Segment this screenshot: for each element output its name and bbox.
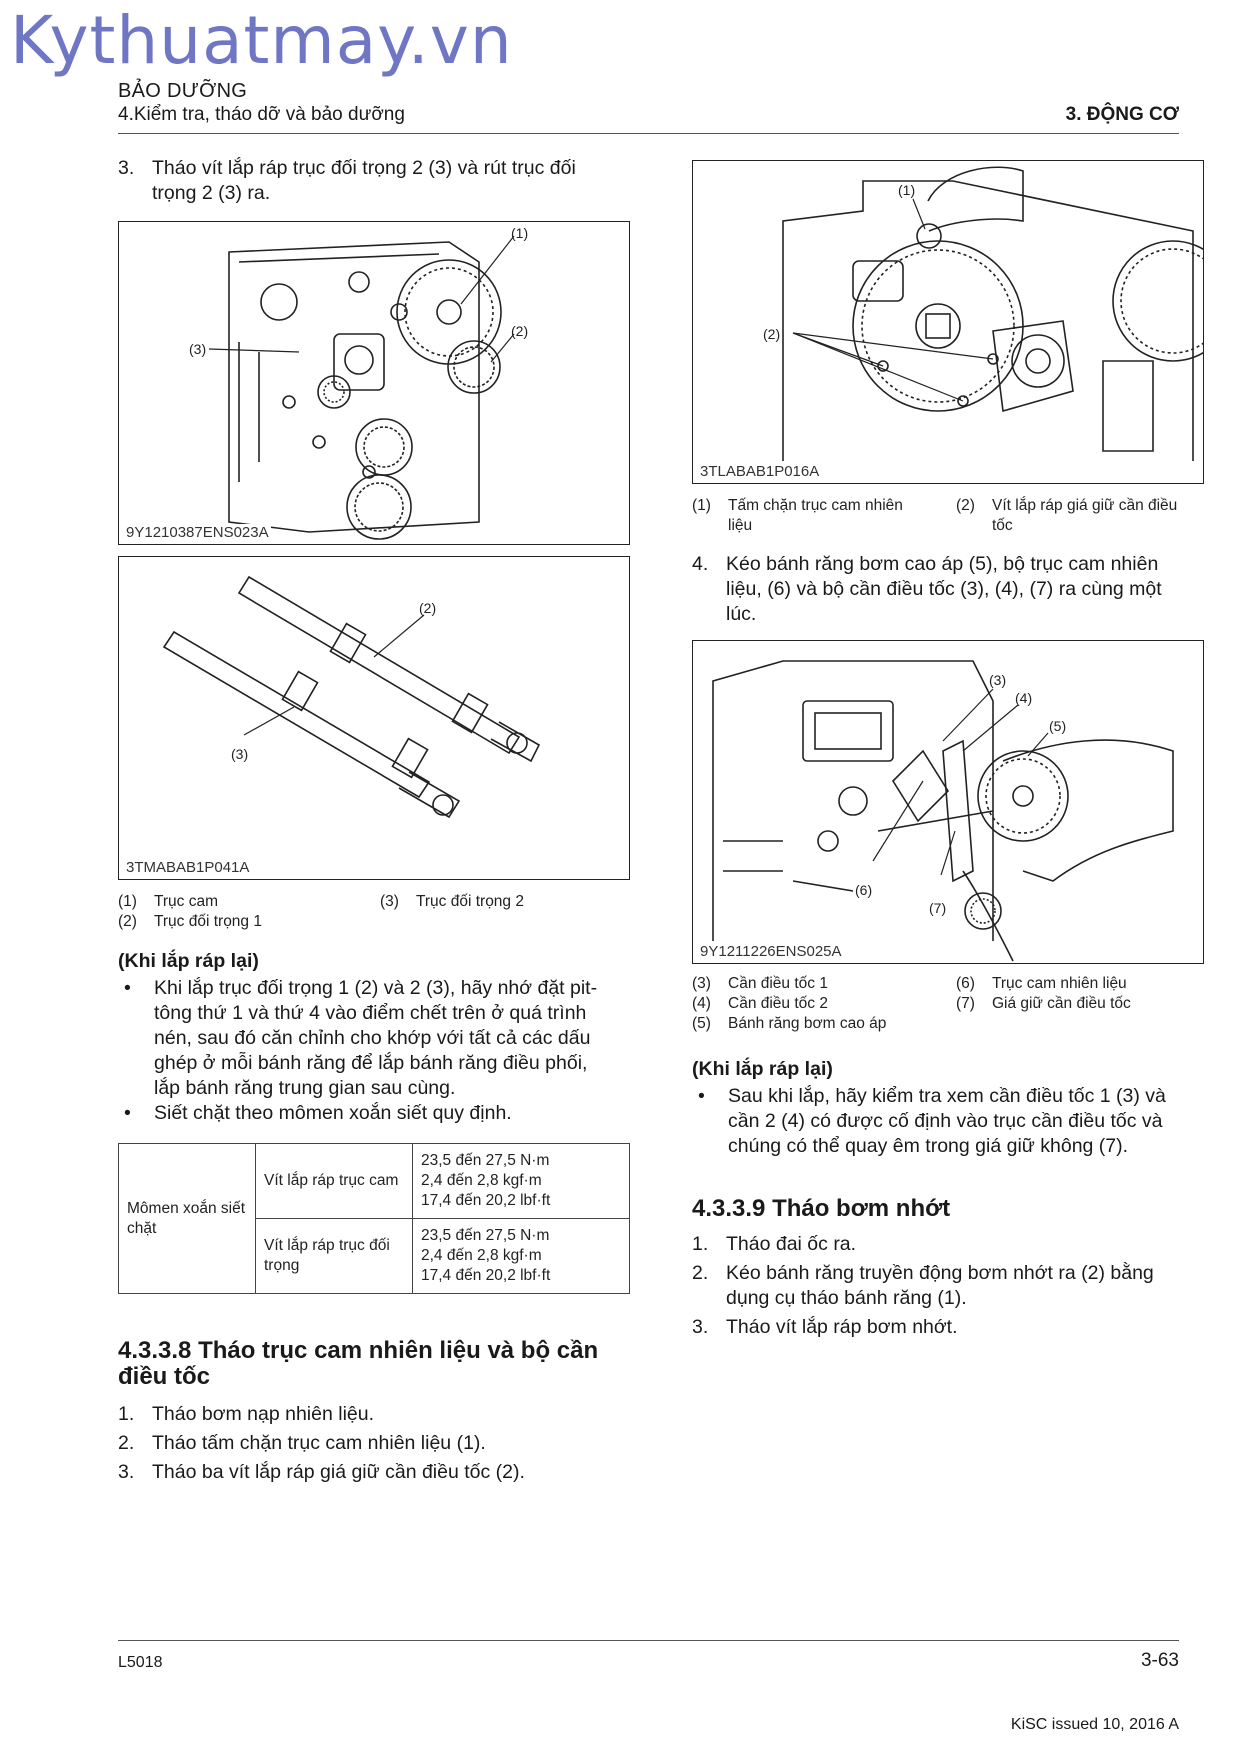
caption-number: (5): [692, 1015, 711, 1032]
step-text: Tháo tấm chặn trục cam nhiên liệu (1).: [152, 1432, 486, 1454]
caption-item: [692, 974, 828, 994]
step-text: Kéo bánh răng bơm cao áp (5), bộ trục cam nhiên: [726, 553, 1159, 575]
reassembly-bullets: [118, 976, 638, 1126]
footer-model: L5018: [118, 1654, 163, 1671]
caption-text: Trục đối trọng 1: [154, 913, 262, 930]
caption-text: Tấm chặn trục cam nhiên: [728, 497, 903, 514]
bullet-line: tông thứ 1 và thứ 4 vào điểm chết trên ở quá trình: [154, 1002, 587, 1024]
caption-text: Trục đối trọng 2: [416, 893, 524, 910]
step-number: 2.: [692, 1262, 709, 1284]
figure-balancer-shafts: [118, 556, 630, 880]
caption-number: (3): [380, 893, 399, 910]
caption-item: [956, 496, 1206, 536]
torque-table: [118, 1143, 630, 1294]
caption-item: [118, 892, 218, 912]
torque-item: Vít lắp ráp trục đối trọng: [256, 1219, 413, 1294]
step-number: 1.: [692, 1233, 709, 1255]
callout-1: (1): [511, 225, 529, 241]
bullet-line: Khi lắp trục đối trọng 1 (2) và 2 (3), hãy nhớ đặt pit-: [154, 977, 598, 999]
torque-value-nm: 23,5 đến 27,5 N·m: [421, 1227, 550, 1244]
bullet-line: Sau khi lắp, hãy kiểm tra xem cần điều tốc 1 (3) và: [728, 1085, 1166, 1107]
right-step-4: [692, 552, 1212, 627]
reassembly-title: (Khi lắp ráp lại): [692, 1058, 833, 1080]
step-item: [118, 1402, 638, 1427]
torque-values: [413, 1219, 630, 1294]
caption-number: (2): [118, 913, 137, 930]
caption-item: [380, 892, 524, 912]
caption-number: (7): [956, 995, 975, 1012]
caption-item: [692, 496, 932, 536]
section-heading-4339: 4.3.3.9 Tháo bơm nhớt: [692, 1195, 951, 1222]
caption-item: [956, 994, 1131, 1014]
bullet-line: cần 2 (4) có được cố định vào trục cần điều tốc và: [728, 1110, 1163, 1132]
figure-governor-removal: [692, 640, 1204, 964]
step-number: 3.: [118, 157, 135, 179]
callout-6: (6): [855, 882, 873, 898]
bullet-dot: •: [124, 1102, 131, 1124]
callout-2: (2): [511, 323, 529, 339]
figure-engine-gears: [118, 221, 630, 545]
callout-2: (2): [763, 326, 781, 342]
shafts-drawing: [119, 557, 629, 879]
caption-text: Trục cam nhiên liệu: [992, 975, 1127, 992]
caption-item: [956, 974, 1127, 994]
caption-number: (1): [118, 893, 137, 910]
caption-item: [692, 1014, 886, 1034]
heading-line: 4.3.3.8 Tháo trục cam nhiên liệu và bộ cần: [118, 1337, 599, 1364]
figure-code: 9Y1211226ENS025A: [700, 943, 842, 960]
torque-values: [413, 1144, 630, 1219]
bullet-item: [692, 1084, 1212, 1159]
torque-value-kgf: 2,4 đến 2,8 kgf·m: [421, 1247, 542, 1264]
caption-number: (6): [956, 975, 975, 992]
step-number: 3.: [118, 1461, 135, 1483]
step-text-cont: liệu, (6) và bộ cần điều tốc (3), (4), (7) ra cùng một: [726, 578, 1162, 600]
torque-item: Vít lắp ráp trục cam: [256, 1144, 413, 1219]
figure-code: 3TMABAB1P041A: [126, 859, 250, 876]
step-number: 1.: [118, 1403, 135, 1425]
step-text: Tháo ba vít lắp ráp giá giữ cần điều tốc (2).: [152, 1461, 525, 1483]
table-row: [119, 1144, 630, 1219]
step-item: [118, 1460, 638, 1485]
footer-rule: [118, 1640, 1179, 1641]
left-step-3: [118, 156, 638, 206]
section-4338-steps: [118, 1402, 638, 1485]
bullet-line: Siết chặt theo mômen xoắn siết quy định.: [154, 1102, 512, 1124]
caption-item: [692, 994, 828, 1014]
header-chapter: 3. ĐỘNG CƠ: [1065, 104, 1179, 125]
step-number: 2.: [118, 1432, 135, 1454]
step-item: [118, 1431, 638, 1456]
torque-value-kgf: 2,4 đến 2,8 kgf·m: [421, 1172, 542, 1189]
figure-governor-bracket: [692, 160, 1204, 484]
callout-7: (7): [929, 900, 947, 916]
step-text: Tháo bơm nạp nhiên liệu.: [152, 1403, 375, 1425]
caption-text: Giá giữ cần điều tốc: [992, 995, 1131, 1012]
bullet-item: [118, 976, 638, 1101]
caption-number: (4): [692, 995, 711, 1012]
caption-number: (3): [692, 975, 711, 992]
figure-code: 3TLABAB1P016A: [700, 463, 820, 480]
heading-line: điều tốc: [118, 1363, 211, 1390]
caption-text: Cần điều tốc 2: [728, 995, 828, 1012]
step-text: Tháo đai ốc ra.: [726, 1233, 857, 1255]
step-text-cont: trọng 2 (3) ra.: [152, 182, 271, 204]
caption-item: [118, 912, 262, 932]
callout-3: (3): [189, 341, 207, 357]
torque-value-lbf: 17,4 đến 20,2 lbf·ft: [421, 1192, 551, 1209]
bullet-line: ghép ở mỗi bánh răng để lắp bánh răng điều phối,: [154, 1052, 588, 1074]
caption-text: Bánh răng bơm cao áp: [728, 1015, 887, 1032]
section-4339-steps: [692, 1232, 1212, 1340]
caption-text: Trục cam: [154, 893, 219, 910]
caption-number: (2): [956, 497, 975, 514]
step-number: 3.: [692, 1316, 709, 1338]
torque-value-lbf: 17,4 đến 20,2 lbf·ft: [421, 1267, 551, 1284]
caption-text-cont: liệu: [728, 517, 753, 534]
step-item: [692, 1315, 1212, 1340]
caption-text-cont: tốc: [992, 517, 1013, 534]
header-rule: [118, 133, 1179, 134]
step-text-cont: lúc.: [726, 603, 757, 625]
torque-value-nm: 23,5 đến 27,5 N·m: [421, 1152, 550, 1169]
bullet-dot: •: [698, 1085, 705, 1107]
governor-removal-drawing: [693, 641, 1203, 963]
caption-number: (1): [692, 497, 711, 514]
step-text: Tháo vít lắp ráp bơm nhớt.: [726, 1316, 958, 1338]
bullet-line: lắp bánh răng trung gian sau cùng.: [154, 1077, 456, 1099]
header-subsection: 4.Kiểm tra, tháo dỡ và bảo dưỡng: [118, 104, 405, 125]
bullet-item: [118, 1101, 638, 1126]
callout-4: (4): [1015, 690, 1033, 706]
torque-label: Mômen xoắn siết chặt: [119, 1144, 256, 1294]
caption-text: Vít lắp ráp giá giữ cần điều: [992, 497, 1178, 514]
callout-2: (2): [419, 600, 437, 616]
step-text: Kéo bánh răng truyền động bơm nhớt ra (2) bằng: [726, 1262, 1154, 1284]
engine-gears-drawing: [119, 222, 629, 544]
callout-5: (5): [1049, 718, 1067, 734]
reassembly-bullets: [692, 1084, 1212, 1159]
governor-bracket-drawing: [693, 161, 1203, 483]
callout-3: (3): [231, 746, 249, 762]
callout-1: (1): [898, 182, 916, 198]
page-number: 3-63: [1140, 1650, 1179, 1671]
step-text: Tháo vít lắp ráp trục đối trọng 2 (3) và rút trục đối: [152, 157, 576, 179]
reassembly-title: (Khi lắp ráp lại): [118, 950, 259, 972]
figure-code: 9Y1210387ENS023A: [126, 524, 269, 541]
section-heading-4338: [118, 1338, 648, 1390]
step-number: 4.: [692, 553, 709, 575]
bullet-dot: •: [124, 977, 131, 999]
step-item: [692, 1232, 1212, 1257]
footer-issued: KiSC issued 10, 2016 A: [1010, 1716, 1179, 1733]
bullet-line: nén, sau đó căn chỉnh cho khớp với tất cả các dấu: [154, 1027, 591, 1049]
step-text-cont: dụng cụ tháo bánh răng (1).: [726, 1287, 967, 1309]
header-section: BẢO DƯỠNG: [118, 80, 248, 102]
caption-text: Cần điều tốc 1: [728, 975, 828, 992]
step-item: [692, 1261, 1212, 1286]
bullet-line: chúng có thể quay êm trong giá giữ không (7).: [728, 1135, 1129, 1157]
callout-3: (3): [989, 672, 1007, 688]
watermark: Kythuatmay.vn: [10, 2, 513, 79]
